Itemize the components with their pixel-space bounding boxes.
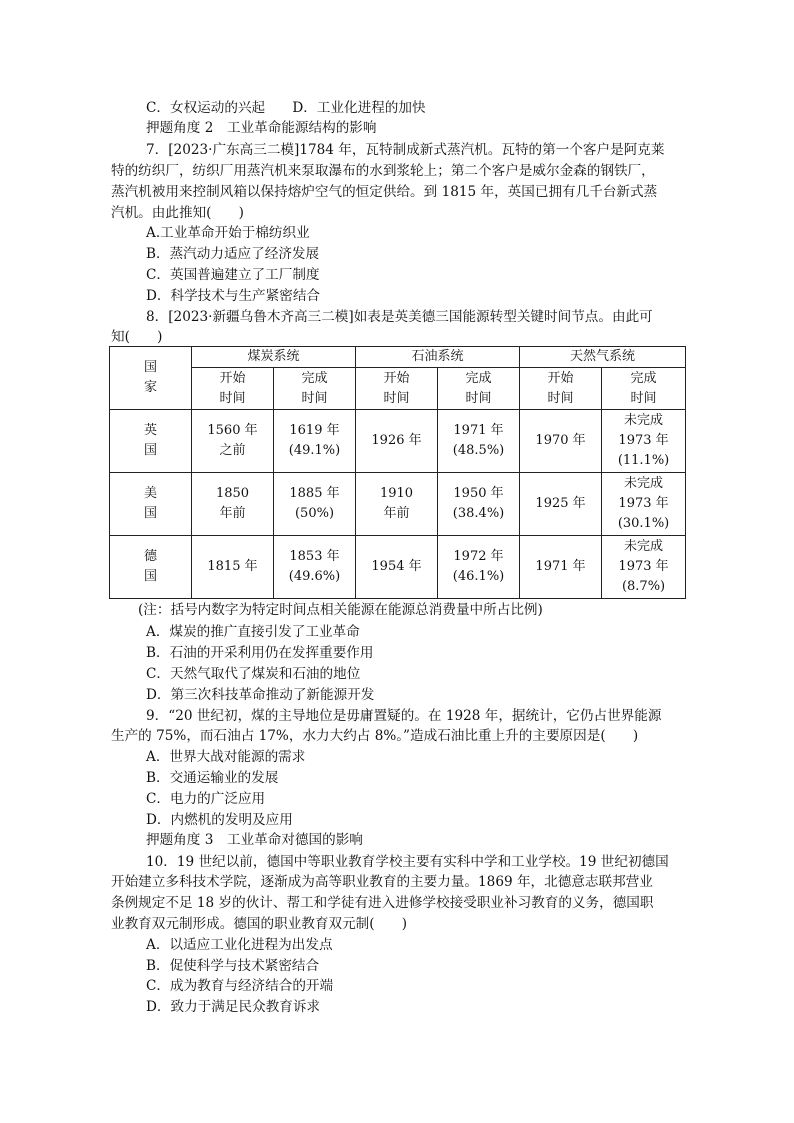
q9-option-a: A．世界大战对能源的需求 xyxy=(146,749,306,765)
q9-option-c: C．电力的广泛应用 xyxy=(146,791,266,807)
cell-country: 德 国 xyxy=(110,536,192,599)
table-row-germany xyxy=(110,536,686,599)
header-country: 国 家 xyxy=(110,347,192,410)
section-heading-2: 押题角度 2 工业革命能源结构的影响 xyxy=(146,120,377,136)
q10-stem-line-3: 条例规定不足 18 岁的伙计、帮工和学徒有进入进修学校接受职业补习教育的义务，德国职 xyxy=(111,895,654,911)
q7-option-d: D．科学技术与生产紧密结合 xyxy=(146,288,321,304)
cell-oil-end: 1950 年 (38.4%) xyxy=(438,473,520,536)
table-note: (注：括号内数字为特定时间点相关能源在能源总消费量中所占比例) xyxy=(138,602,543,618)
q10-option-a: A．以适应工业化进程为出发点 xyxy=(146,937,333,953)
header-gas-end: 完成 时间 xyxy=(602,368,686,410)
q10-option-b: B．促使科学与技术紧密结合 xyxy=(146,958,320,974)
q8-stem-line-2: 知( ) xyxy=(111,329,163,345)
q8-option-d: D．第三次科技革命推动了新能源开发 xyxy=(146,687,375,703)
cell-gas-end: 未完成 1973 年 (30.1%) xyxy=(602,473,686,536)
cell-oil-end: 1972 年 (46.1%) xyxy=(438,536,520,599)
q8-stem-line-1: 8．[2023·新疆乌鲁木齐高三二模]如表是英美德三国能源转型关键时间节点。由此可 xyxy=(146,309,653,325)
q7-stem-line-1: 7．[2023·广东高三二模]1784 年，瓦特制成新式蒸汽机。瓦特的第一个客户是阿克莱 xyxy=(146,142,665,158)
q9-stem-line-2: 生产的 75%，而石油占 17%，水力大约占 8%。”造成石油比重上升的主要原因是( ) xyxy=(111,728,639,744)
cell-gas-start: 1925 年 xyxy=(520,473,602,536)
table-row-us xyxy=(110,473,686,536)
header-gas-system: 天然气系统 xyxy=(520,347,686,368)
q6-options-cd: C．女权运动的兴起 D．工业化进程的加快 xyxy=(146,100,426,116)
cell-coal-end: 1885 年 (50%) xyxy=(274,473,356,536)
q7-option-a: A.工业革命开始于棉纺织业 xyxy=(146,225,310,241)
table-row-uk xyxy=(110,410,686,473)
cell-oil-start: 1954 年 xyxy=(356,536,438,599)
header-oil-end: 完成 时间 xyxy=(438,368,520,410)
header-gas-start: 开始 时间 xyxy=(520,368,602,410)
header-coal-end: 完成 时间 xyxy=(274,368,356,410)
header-oil-start: 开始 时间 xyxy=(356,368,438,410)
q10-stem-line-4: 业教育双元制形成。德国的职业教育双元制( ) xyxy=(111,916,408,932)
q9-option-b: B．交通运输业的发展 xyxy=(146,770,279,786)
header-coal-system: 煤炭系统 xyxy=(192,347,356,368)
cell-gas-end: 未完成 1973 年 (11.1%) xyxy=(602,410,686,473)
cell-coal-start: 1850 年前 xyxy=(192,473,274,536)
q8-option-c: C．天然气取代了煤炭和石油的地位 xyxy=(146,666,361,682)
q10-stem-line-2: 开始建立多科技术学院，逐渐成为高等职业教育的主要力量。1869 年，北德意志联邦营业 xyxy=(111,874,653,890)
cell-oil-start: 1926 年 xyxy=(356,410,438,473)
q10-option-c: C．成为教育与经济结合的开端 xyxy=(146,978,334,994)
cell-oil-start: 1910 年前 xyxy=(356,473,438,536)
q7-option-c: C．英国普遍建立了工厂制度 xyxy=(146,267,320,283)
cell-coal-end: 1853 年 (49.6%) xyxy=(274,536,356,599)
q9-option-d: D．内燃机的发明及应用 xyxy=(146,812,293,828)
cell-gas-end: 未完成 1973 年 (8.7%) xyxy=(602,536,686,599)
cell-country: 英 国 xyxy=(110,410,192,473)
cell-gas-start: 1971 年 xyxy=(520,536,602,599)
q9-stem-line-1: 9．“20 世纪初，煤的主导地位是毋庸置疑的。在 1928 年，据统计，它仍占世界能源 xyxy=(146,708,662,724)
cell-gas-start: 1970 年 xyxy=(520,410,602,473)
header-coal-start: 开始 时间 xyxy=(192,368,274,410)
header-oil-system: 石油系统 xyxy=(356,347,520,368)
energy-transition-table xyxy=(109,346,686,599)
section-heading-3: 押题角度 3 工业革命对德国的影响 xyxy=(146,832,363,848)
q7-option-b: B．蒸汽动力适应了经济发展 xyxy=(146,246,320,262)
q10-option-d: D．致力于满足民众教育诉求 xyxy=(146,999,321,1015)
q8-option-a: A．煤炭的推广直接引发了工业革命 xyxy=(146,624,360,640)
cell-country: 美 国 xyxy=(110,473,192,536)
cell-coal-start: 1560 年 之前 xyxy=(192,410,274,473)
q7-stem-line-3: 蒸汽机被用来控制风箱以保持熔炉空气的恒定供给。到 1815 年，英国已拥有几千台新式蒸 xyxy=(111,184,658,200)
q10-stem-line-1: 10．19 世纪以前，德国中等职业教育学校主要有实科中学和工业学校。19 世纪初德国 xyxy=(146,854,669,870)
cell-oil-end: 1971 年 (48.5%) xyxy=(438,410,520,473)
cell-coal-start: 1815 年 xyxy=(192,536,274,599)
q8-option-b: B．石油的开采利用仍在发挥重要作用 xyxy=(146,645,374,661)
cell-coal-end: 1619 年 (49.1%) xyxy=(274,410,356,473)
q7-stem-line-4: 汽机。由此推知( ) xyxy=(111,205,244,221)
q7-stem-line-2: 特的纺织厂，纺织厂用蒸汽机来泵取瀑布的水到浆轮上；第二个客户是威尔金森的钢铁厂， xyxy=(111,163,655,179)
